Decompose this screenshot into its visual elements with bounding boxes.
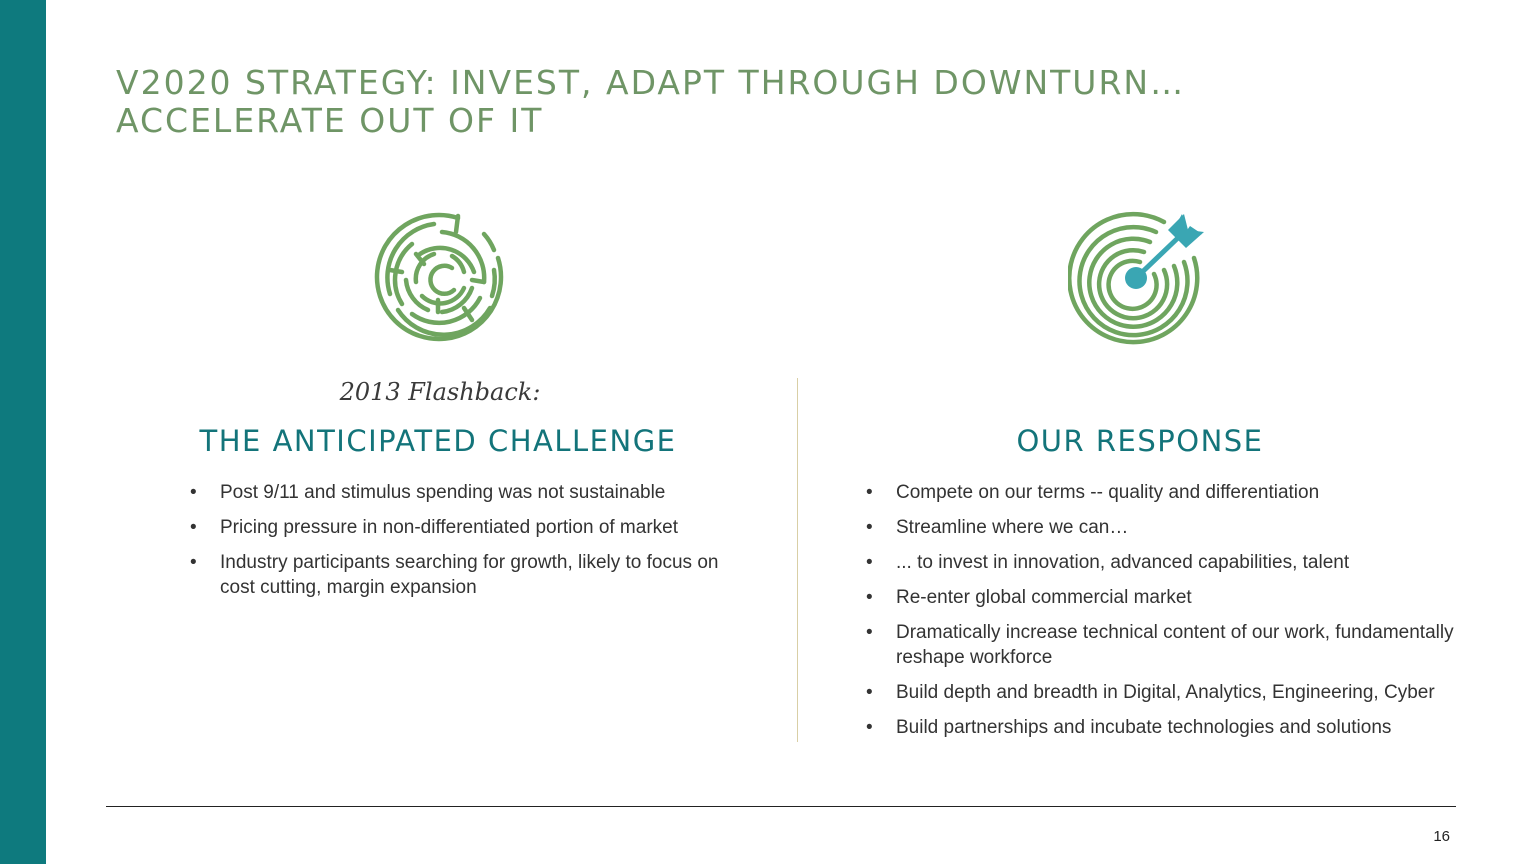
flashback-kicker: 2013 Flashback: [339,378,541,406]
challenge-bullet: • Post 9/11 and stimulus spending was not sustainable [188,480,728,505]
side-accent-bar [0,0,46,864]
challenge-bullet-list [188,480,728,610]
response-bullet: • Build depth and breadth in Digital, Analytics, Engineering, Cyber [864,680,1474,705]
footer-rule [106,806,1456,807]
target-arrow-icon [1068,210,1208,346]
page-number: 16 [1433,828,1450,845]
response-bullet: • Build partnerships and incubate technologies and solutions [864,715,1474,740]
challenge-heading: THE ANTICIPATED CHALLENGE [199,424,677,458]
maze-icon [372,210,508,346]
slide-title-line-2: ACCELERATE OUT OF IT [116,101,544,140]
column-divider [797,378,798,742]
challenge-bullet: • Pricing pressure in non-differentiated portion of market [188,515,728,540]
response-bullet: • ... to invest in innovation, advanced capabilities, talent [864,550,1474,575]
response-bullet: • Compete on our terms -- quality and differentiation [864,480,1474,505]
challenge-bullet: • Industry participants searching for growth, likely to focus on cost cutting, margin expansion [188,550,728,600]
response-bullet-list [864,480,1474,750]
response-heading: OUR RESPONSE [1016,424,1264,458]
slide-title [116,64,1416,140]
response-bullet: • Streamline where we can… [864,515,1474,540]
response-bullet: • Dramatically increase technical content of our work, fundamentally reshape workforce [864,620,1474,670]
slide-title-line-1: V2020 STRATEGY: INVEST, ADAPT THROUGH DOWNTURN… [116,63,1186,102]
response-bullet: • Re-enter global commercial market [864,585,1474,610]
